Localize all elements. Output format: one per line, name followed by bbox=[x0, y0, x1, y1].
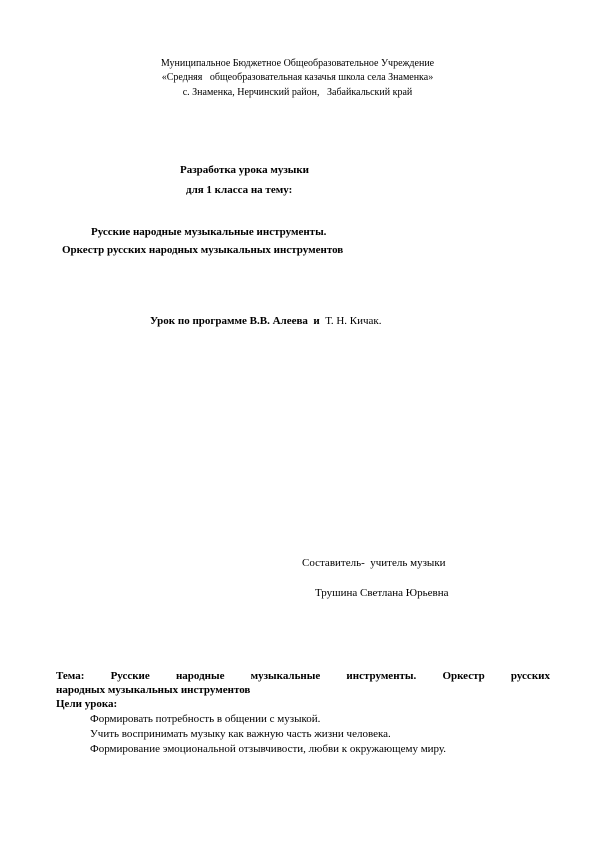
theme-label: Тема: bbox=[56, 670, 85, 682]
compiler-name: Трушина Светлана Юрьевна bbox=[315, 587, 449, 599]
title-line-2: для 1 класса на тему: bbox=[186, 184, 293, 196]
lesson-theme-line-2: народных музыкальных инструментов bbox=[56, 684, 251, 696]
goals-label: Цели урока: bbox=[56, 698, 118, 710]
title-line-1: Разработка урока музыки bbox=[180, 164, 310, 176]
school-address-line: с. Знаменка, Нерчинский район, Забайкальский край bbox=[182, 87, 413, 98]
goal-item: Формировать потребность в общении с музыкой. bbox=[90, 713, 321, 725]
compiler-role: Составитель- учитель музыки bbox=[302, 557, 446, 569]
goal-item: Учить воспринимать музыку как важную часть жизни человека. bbox=[90, 728, 391, 740]
program-prefix: Урок по программе В.В. Алеева и bbox=[150, 315, 323, 327]
program-line bbox=[150, 314, 382, 328]
program-author: Т. Н. Кичак. bbox=[322, 315, 382, 327]
school-name-line: Муниципальное Бюджетное Общеобразовательное Учреждение bbox=[160, 58, 435, 69]
topic-line-1: Русские народные музыкальные инструменты. bbox=[91, 226, 327, 238]
topic-line-2: Оркестр русских народных музыкальных инструментов bbox=[62, 244, 344, 256]
school-full-name-line: «Средняя общеобразовательная казачья школа села Знаменка» bbox=[161, 72, 434, 83]
goal-item: Формирование эмоциональной отзывчивости, любви к окружающему миру. bbox=[90, 743, 447, 755]
lesson-theme-line-1 bbox=[56, 669, 550, 683]
theme-text: Русские народные музыкальные инструменты. Оркестр русских bbox=[84, 670, 550, 682]
